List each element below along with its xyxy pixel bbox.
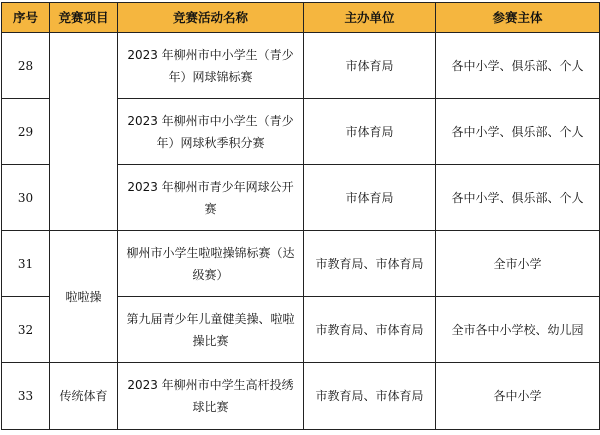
participants: 各中小学、俱乐部、个人 — [436, 165, 600, 231]
row-index: 31 — [2, 231, 50, 297]
table-row — [2, 363, 600, 430]
header-participants: 参赛主体 — [436, 3, 600, 33]
organizer: 市体育局 — [304, 99, 436, 165]
row-index: 33 — [2, 363, 50, 430]
organizer: 市教育局、市体育局 — [304, 231, 436, 297]
activity-name: 柳州市小学生啦啦操锦标赛（达级赛） — [118, 231, 304, 297]
row-index: 28 — [2, 33, 50, 99]
participants: 各中小学、俱乐部、个人 — [436, 33, 600, 99]
competition-table — [1, 2, 600, 430]
header-event: 竞赛项目 — [50, 3, 118, 33]
participants: 各中小学、俱乐部、个人 — [436, 99, 600, 165]
event-cell-empty — [50, 33, 118, 231]
activity-name: 第九届青少年儿童健美操、啦啦操比赛 — [118, 297, 304, 363]
event-cell-traditional: 传统体育 — [50, 363, 118, 430]
activity-name: 2023 年柳州市青少年网球公开赛 — [118, 165, 304, 231]
header-activity-name: 竞赛活动名称 — [118, 3, 304, 33]
header-index: 序号 — [2, 3, 50, 33]
row-index: 30 — [2, 165, 50, 231]
row-index: 32 — [2, 297, 50, 363]
header-organizer: 主办单位 — [304, 3, 436, 33]
organizer: 市教育局、市体育局 — [304, 297, 436, 363]
table-row — [2, 231, 600, 297]
activity-name: 2023 年柳州市中小学生（青少年）网球锦标赛 — [118, 33, 304, 99]
participants: 各中小学 — [436, 363, 600, 430]
participants: 全市小学 — [436, 231, 600, 297]
organizer: 市教育局、市体育局 — [304, 363, 436, 430]
organizer: 市体育局 — [304, 165, 436, 231]
activity-name: 2023 年柳州市中小学生（青少年）网球秋季积分赛 — [118, 99, 304, 165]
event-cell-cheer: 啦啦操 — [50, 231, 118, 363]
participants: 全市各中小学校、幼儿园 — [436, 297, 600, 363]
row-index: 29 — [2, 99, 50, 165]
organizer: 市体育局 — [304, 33, 436, 99]
table-header-row — [2, 3, 600, 33]
activity-name: 2023 年柳州市中学生高杆投绣球比赛 — [118, 363, 304, 430]
table-row — [2, 33, 600, 99]
